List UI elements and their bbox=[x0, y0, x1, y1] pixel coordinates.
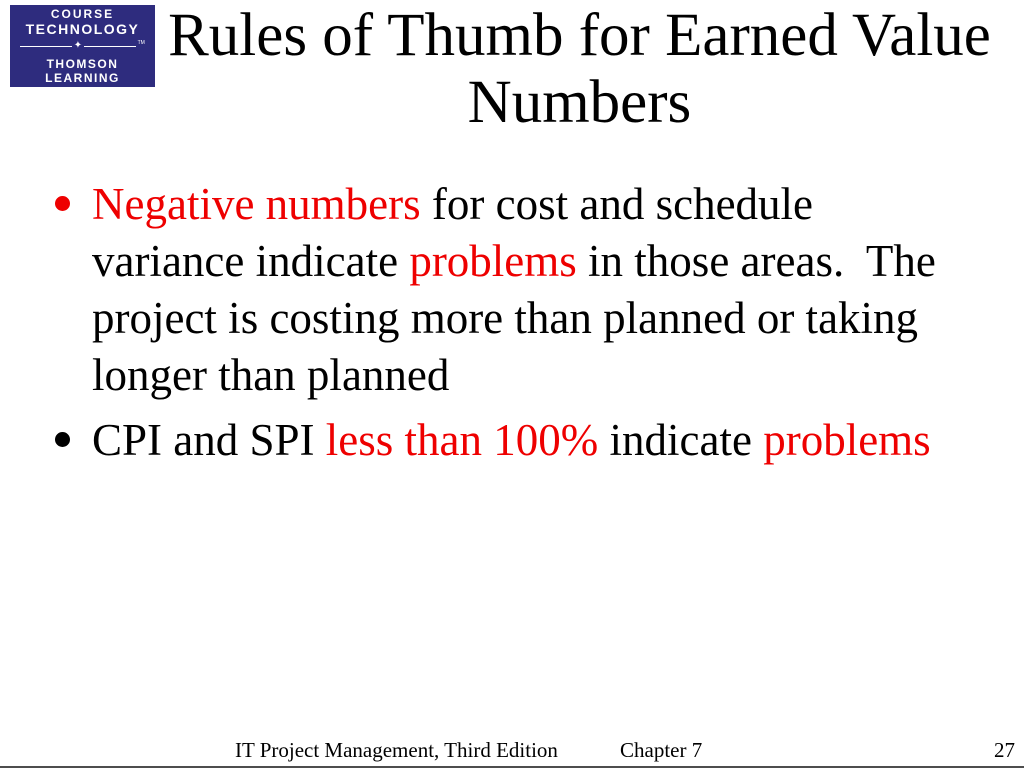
bullet-item-negative-numbers bbox=[55, 176, 985, 404]
footer-book-title: IT Project Management, Third Edition bbox=[235, 738, 558, 762]
footer-chapter-label: Chapter 7 bbox=[620, 738, 703, 762]
course-technology-logo bbox=[10, 5, 155, 87]
star-icon: ✦ bbox=[73, 40, 83, 51]
title-line-1: Rules of Thumb for Earned Value bbox=[168, 2, 991, 69]
text-segment: variance indicate bbox=[92, 236, 410, 286]
text-segment: project is costing more than planned or taking bbox=[92, 293, 919, 343]
trademark-symbol: TM bbox=[137, 40, 145, 46]
text-segment: problems bbox=[763, 415, 931, 465]
text-segment: less than 100% bbox=[325, 415, 599, 465]
logo-technology-text: TECHNOLOGY bbox=[25, 21, 140, 37]
title-line-2: Numbers bbox=[467, 69, 692, 136]
text-segment: longer than planned bbox=[92, 350, 450, 400]
logo-course-text: COURSE bbox=[50, 7, 115, 21]
text-segment: indicate bbox=[598, 415, 764, 465]
text-segment: Negative numbers bbox=[92, 179, 432, 229]
footer-page-number: 27 bbox=[994, 738, 1015, 762]
bullet-text bbox=[92, 412, 931, 469]
text-segment: CPI and SPI bbox=[92, 415, 326, 465]
bullet-dot bbox=[55, 432, 70, 447]
logo-divider bbox=[20, 41, 145, 51]
bullet-item-cpi-spi bbox=[55, 412, 985, 469]
bullet-text bbox=[92, 176, 936, 404]
text-segment: for cost and schedule bbox=[431, 179, 814, 229]
divider-line-right bbox=[84, 46, 136, 47]
bullet-dot bbox=[55, 196, 70, 211]
logo-thomson-text: THOMSON LEARNING bbox=[45, 57, 120, 85]
slide-body bbox=[55, 176, 985, 477]
divider-line-left bbox=[20, 46, 72, 47]
text-segment: in those areas. The bbox=[576, 236, 936, 286]
text-segment: problems bbox=[409, 236, 577, 286]
slide-title bbox=[145, 0, 1014, 136]
